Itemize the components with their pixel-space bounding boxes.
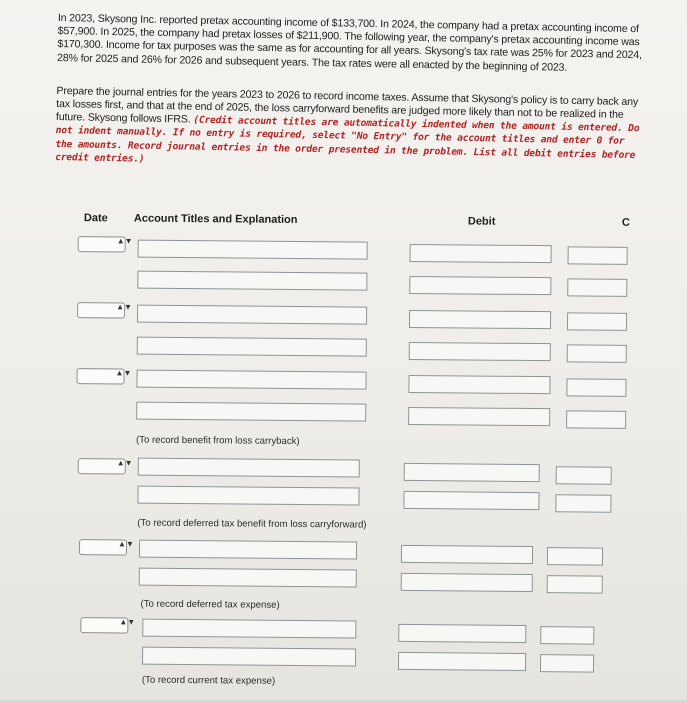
select-arrows-icon: ▲▼ bbox=[119, 617, 136, 627]
account-title-input[interactable] bbox=[142, 647, 356, 667]
credit-input[interactable] bbox=[568, 246, 628, 265]
date-select[interactable] bbox=[80, 617, 136, 633]
credit-input[interactable] bbox=[567, 278, 627, 297]
debit-input[interactable] bbox=[404, 463, 540, 482]
problem-paragraph-2-text: Prepare the journal entries for the years 2023 to 2026 to record income taxes. Assume that Skysong's policy is to carry back any tax losses first, and that at the end of 2025, the loss carryforward benefits are judged more likely than not to be realized in the future. Skysong follows IFRS. bbox=[55, 84, 639, 126]
debit-input[interactable] bbox=[409, 342, 551, 361]
header-debit: Debit bbox=[467, 215, 496, 228]
header-account-titles: Account Titles and Explanation bbox=[133, 212, 298, 226]
account-title-input[interactable] bbox=[139, 568, 357, 588]
account-title-input[interactable] bbox=[137, 486, 359, 506]
debit-input[interactable] bbox=[408, 375, 550, 394]
account-title-input[interactable] bbox=[139, 540, 357, 560]
date-select[interactable] bbox=[79, 539, 134, 555]
credit-input[interactable] bbox=[556, 466, 612, 484]
debit-input[interactable] bbox=[401, 545, 533, 564]
debit-input[interactable] bbox=[410, 244, 552, 263]
credit-input[interactable] bbox=[540, 626, 594, 644]
account-title-input[interactable] bbox=[136, 402, 366, 422]
journal-entry-table bbox=[68, 208, 672, 703]
debit-input[interactable] bbox=[409, 310, 551, 329]
date-select[interactable] bbox=[76, 368, 132, 384]
date-select[interactable] bbox=[78, 236, 133, 252]
problem-paragraph-2 bbox=[55, 85, 641, 175]
problem-paragraph-1: In 2023, Skysong Inc. reported pretax accounting income of $133,700. In 2024, the company had a pretax accounting income of $57,900. In 2025, the company had pretax losses of $211,900. The following year, the company's pretax accounting income was $170,300. Income for tax purposes was the same as for accounting for all years. Skysong's tax rate was 25% for 2023 and 2024, 28% for 2025 and 26% for 2026 and subsequent years. The tax rates were all enacted by the beginning of 2023. bbox=[57, 12, 642, 74]
select-arrows-icon: ▲▼ bbox=[116, 236, 133, 246]
account-title-input[interactable] bbox=[138, 240, 368, 260]
select-arrows-icon: ▲▼ bbox=[116, 302, 133, 312]
debit-input[interactable] bbox=[398, 624, 526, 643]
select-arrows-icon: ▲▼ bbox=[118, 539, 134, 549]
debit-input[interactable] bbox=[398, 652, 526, 671]
entry-caption: (To record deferred tax benefit from loss carryforward) bbox=[137, 517, 367, 531]
date-select[interactable] bbox=[78, 458, 133, 474]
entry-caption: (To record current tax expense) bbox=[141, 674, 276, 687]
credit-input[interactable] bbox=[567, 344, 627, 363]
credit-input[interactable] bbox=[566, 378, 626, 397]
credit-input[interactable] bbox=[540, 654, 594, 672]
debit-input[interactable] bbox=[403, 491, 539, 510]
header-credit: C bbox=[621, 216, 630, 229]
debit-input[interactable] bbox=[401, 573, 533, 592]
account-title-input[interactable] bbox=[137, 337, 367, 357]
credit-input[interactable] bbox=[555, 494, 611, 512]
date-select[interactable] bbox=[77, 302, 133, 318]
account-title-input[interactable] bbox=[142, 619, 356, 639]
select-arrows-icon: ▲▼ bbox=[115, 368, 132, 378]
header-date: Date bbox=[83, 212, 108, 225]
credit-input[interactable] bbox=[547, 547, 603, 565]
account-title-input[interactable] bbox=[137, 305, 367, 325]
account-title-input[interactable] bbox=[137, 271, 367, 291]
account-title-input[interactable] bbox=[138, 458, 360, 478]
account-title-input[interactable] bbox=[136, 370, 366, 390]
credit-input[interactable] bbox=[547, 575, 603, 593]
credit-input[interactable] bbox=[566, 410, 626, 429]
problem-statement bbox=[55, 12, 643, 175]
credit-input[interactable] bbox=[567, 312, 627, 331]
debit-input[interactable] bbox=[409, 276, 551, 295]
entry-caption: (To record deferred tax expense) bbox=[140, 598, 280, 611]
entry-caption: (To record benefit from loss carryback) bbox=[135, 434, 300, 447]
select-arrows-icon: ▲▼ bbox=[116, 458, 133, 468]
instructions-note: (Credit account titles are automatically indented when the amount is entered. Do not indent manually. If no entry is required, select "No Entry" for the account titles and enter 0 for the amounts. Record journal entries in the order presented in the problem. List all debit entries before credit entries.) bbox=[55, 114, 640, 165]
debit-input[interactable] bbox=[408, 407, 550, 426]
